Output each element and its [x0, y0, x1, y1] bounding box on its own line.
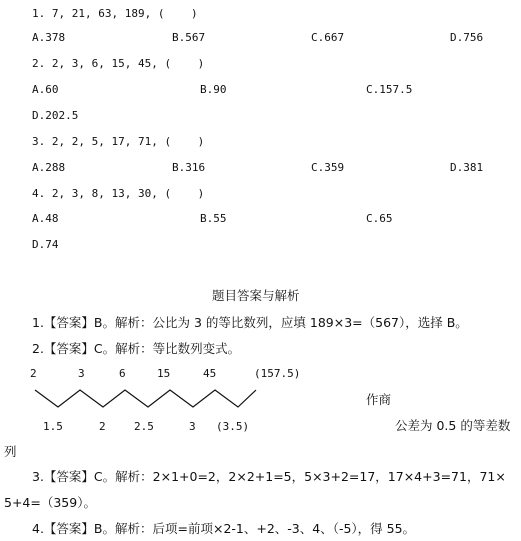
question-3-option-c: C.359 [311, 161, 345, 174]
label-arithmetic-difference: 公差为 0.5 的等差数 [395, 418, 511, 433]
answer-3-line-2: 5+4=（359）。 [4, 495, 96, 510]
label-quotient: 作商 [366, 392, 392, 407]
question-1-option-c: C.667 [311, 31, 345, 44]
sequence-bottom-number: 2.5 [134, 420, 154, 433]
sequence-bottom-number: 1.5 [43, 420, 63, 433]
label-arithmetic-difference-cont: 列 [4, 444, 17, 459]
answer-2: 2.【答案】C。解析：等比数列变式。 [32, 341, 241, 356]
sequence-bottom-number: (3.5) [216, 420, 250, 433]
sequence-top-number: 6 [119, 367, 126, 380]
answers-title: 题目答案与解析 [212, 288, 300, 303]
question-4-option-b: B.55 [200, 212, 227, 225]
question-3-option-b: B.316 [172, 161, 206, 174]
sequence-top-number: 3 [78, 367, 85, 380]
question-1-option-b: B.567 [172, 31, 206, 44]
answer-1: 1.【答案】B。解析：公比为 3 的等比数列，应填 189×3=（567），选择 B。 [32, 315, 468, 330]
question-1-option-a: A.378 [32, 31, 66, 44]
question-3-option-d: D.381 [450, 161, 484, 174]
question-2-option-d: D.202.5 [32, 109, 79, 122]
answer-4: 4.【答案】B。解析：后项=前项×2-1、+2、-3、4、（-5），得 55。 [32, 521, 416, 536]
question-2-stem: 2. 2, 3, 6, 15, 45, ( ) [32, 57, 205, 70]
sequence-top-number: (157.5) [254, 367, 301, 380]
question-2-option-c: C.157.5 [366, 83, 413, 96]
sequence-bottom-number: 2 [99, 420, 106, 433]
zigzag-line [35, 390, 256, 407]
question-3-option-a: A.288 [32, 161, 66, 174]
question-2-option-b: B.90 [200, 83, 227, 96]
sequence-top-number: 2 [30, 367, 37, 380]
question-4-stem: 4. 2, 3, 8, 13, 30, ( ) [32, 187, 205, 200]
question-1-option-d: D.756 [450, 31, 484, 44]
sequence-top-number: 15 [157, 367, 171, 380]
question-2-option-a: A.60 [32, 83, 59, 96]
question-4-option-a: A.48 [32, 212, 59, 225]
sequence-bottom-number: 3 [189, 420, 196, 433]
question-4-option-d: D.74 [32, 238, 59, 251]
sequence-top-number: 45 [203, 367, 217, 380]
question-1-stem: 1. 7, 21, 63, 189, ( ) [32, 7, 198, 20]
question-3-stem: 3. 2, 2, 5, 17, 71, ( ) [32, 135, 205, 148]
answer-3-line-1: 3.【答案】C。解析：2×1+0=2，2×2+1=5，5×3+2=17，17×4+3=71，71× [32, 469, 506, 484]
question-4-option-c: C.65 [366, 212, 393, 225]
